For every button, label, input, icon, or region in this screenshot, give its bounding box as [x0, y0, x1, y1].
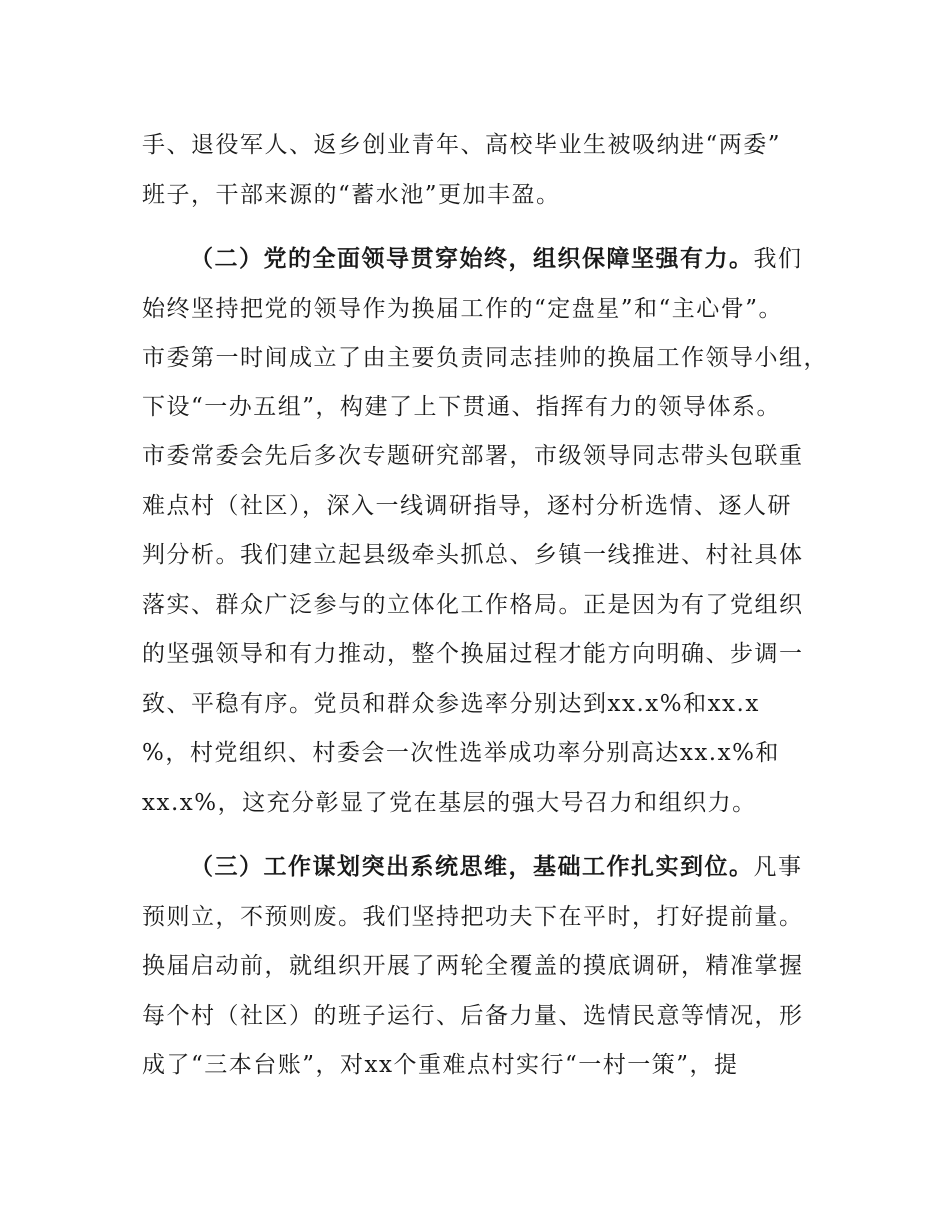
text-line: 每个村（社区）的班子运行、后备力量、选情民意等情况，形 [142, 1003, 804, 1029]
text-line: 市委常委会先后多次专题研究部署，市级领导同志带头包联重 [142, 443, 804, 469]
text-line: 成了“三本台账”，对xx个重难点村实行“一村一策”，提 [142, 1052, 739, 1078]
section-heading: （三）工作谋划突出系统思维，基础工作扎实到位。 [190, 854, 754, 880]
text-line: 预则立，不预则废。我们坚持把功夫下在平时，打好提前量。 [142, 904, 804, 930]
text-span: 凡事 [753, 854, 803, 880]
text-line: 始终坚持把党的领导作为换届工作的“定盘星”和“主心骨”。 [142, 296, 784, 322]
text-line: %，村党组织、村委会一次性选举成功率分别高达xx.x%和 [142, 740, 780, 766]
paragraph-heading-line [190, 244, 870, 274]
text-line: 手、退役军人、返乡创业青年、高校毕业生被吸纳进“两委” [142, 132, 782, 158]
text-line: 难点村（社区），深入一线调研指导，逐村分析选情、逐人研 [142, 493, 792, 519]
text-line: 换届启动前，就组织开展了两轮全覆盖的摸底调研，精准掌握 [142, 953, 804, 979]
paragraph-heading-line [190, 852, 870, 882]
text-line: 下设“一办五组”，构建了上下贯通、指挥有力的领导体系。 [142, 394, 782, 420]
text-line: 班子，干部来源的“蓄水池”更加丰盈。 [142, 182, 561, 208]
text-line: xx.x%，这充分彰显了党在基层的强大号召力和组织力。 [142, 790, 757, 816]
text-span: 我们 [753, 246, 803, 272]
text-line: 落实、群众广泛参与的立体化工作格局。正是因为有了党组织 [142, 592, 804, 618]
text-line: 市委第一时间成立了由主要负责同志挂帅的换届工作领导小组， [142, 345, 828, 371]
section-heading: （二）党的全面领导贯穿始终，组织保障坚强有力。 [190, 246, 754, 272]
text-line: 的坚强领导和有力推动，整个换届过程才能方向明确、步调一 [142, 641, 804, 667]
text-line: 判分析。我们建立起县级牵头抓总、乡镇一线推进、村社具体 [142, 542, 804, 568]
text-line: 致、平稳有序。党员和群众参选率分别达到xx.x%和xx.x [142, 691, 760, 717]
